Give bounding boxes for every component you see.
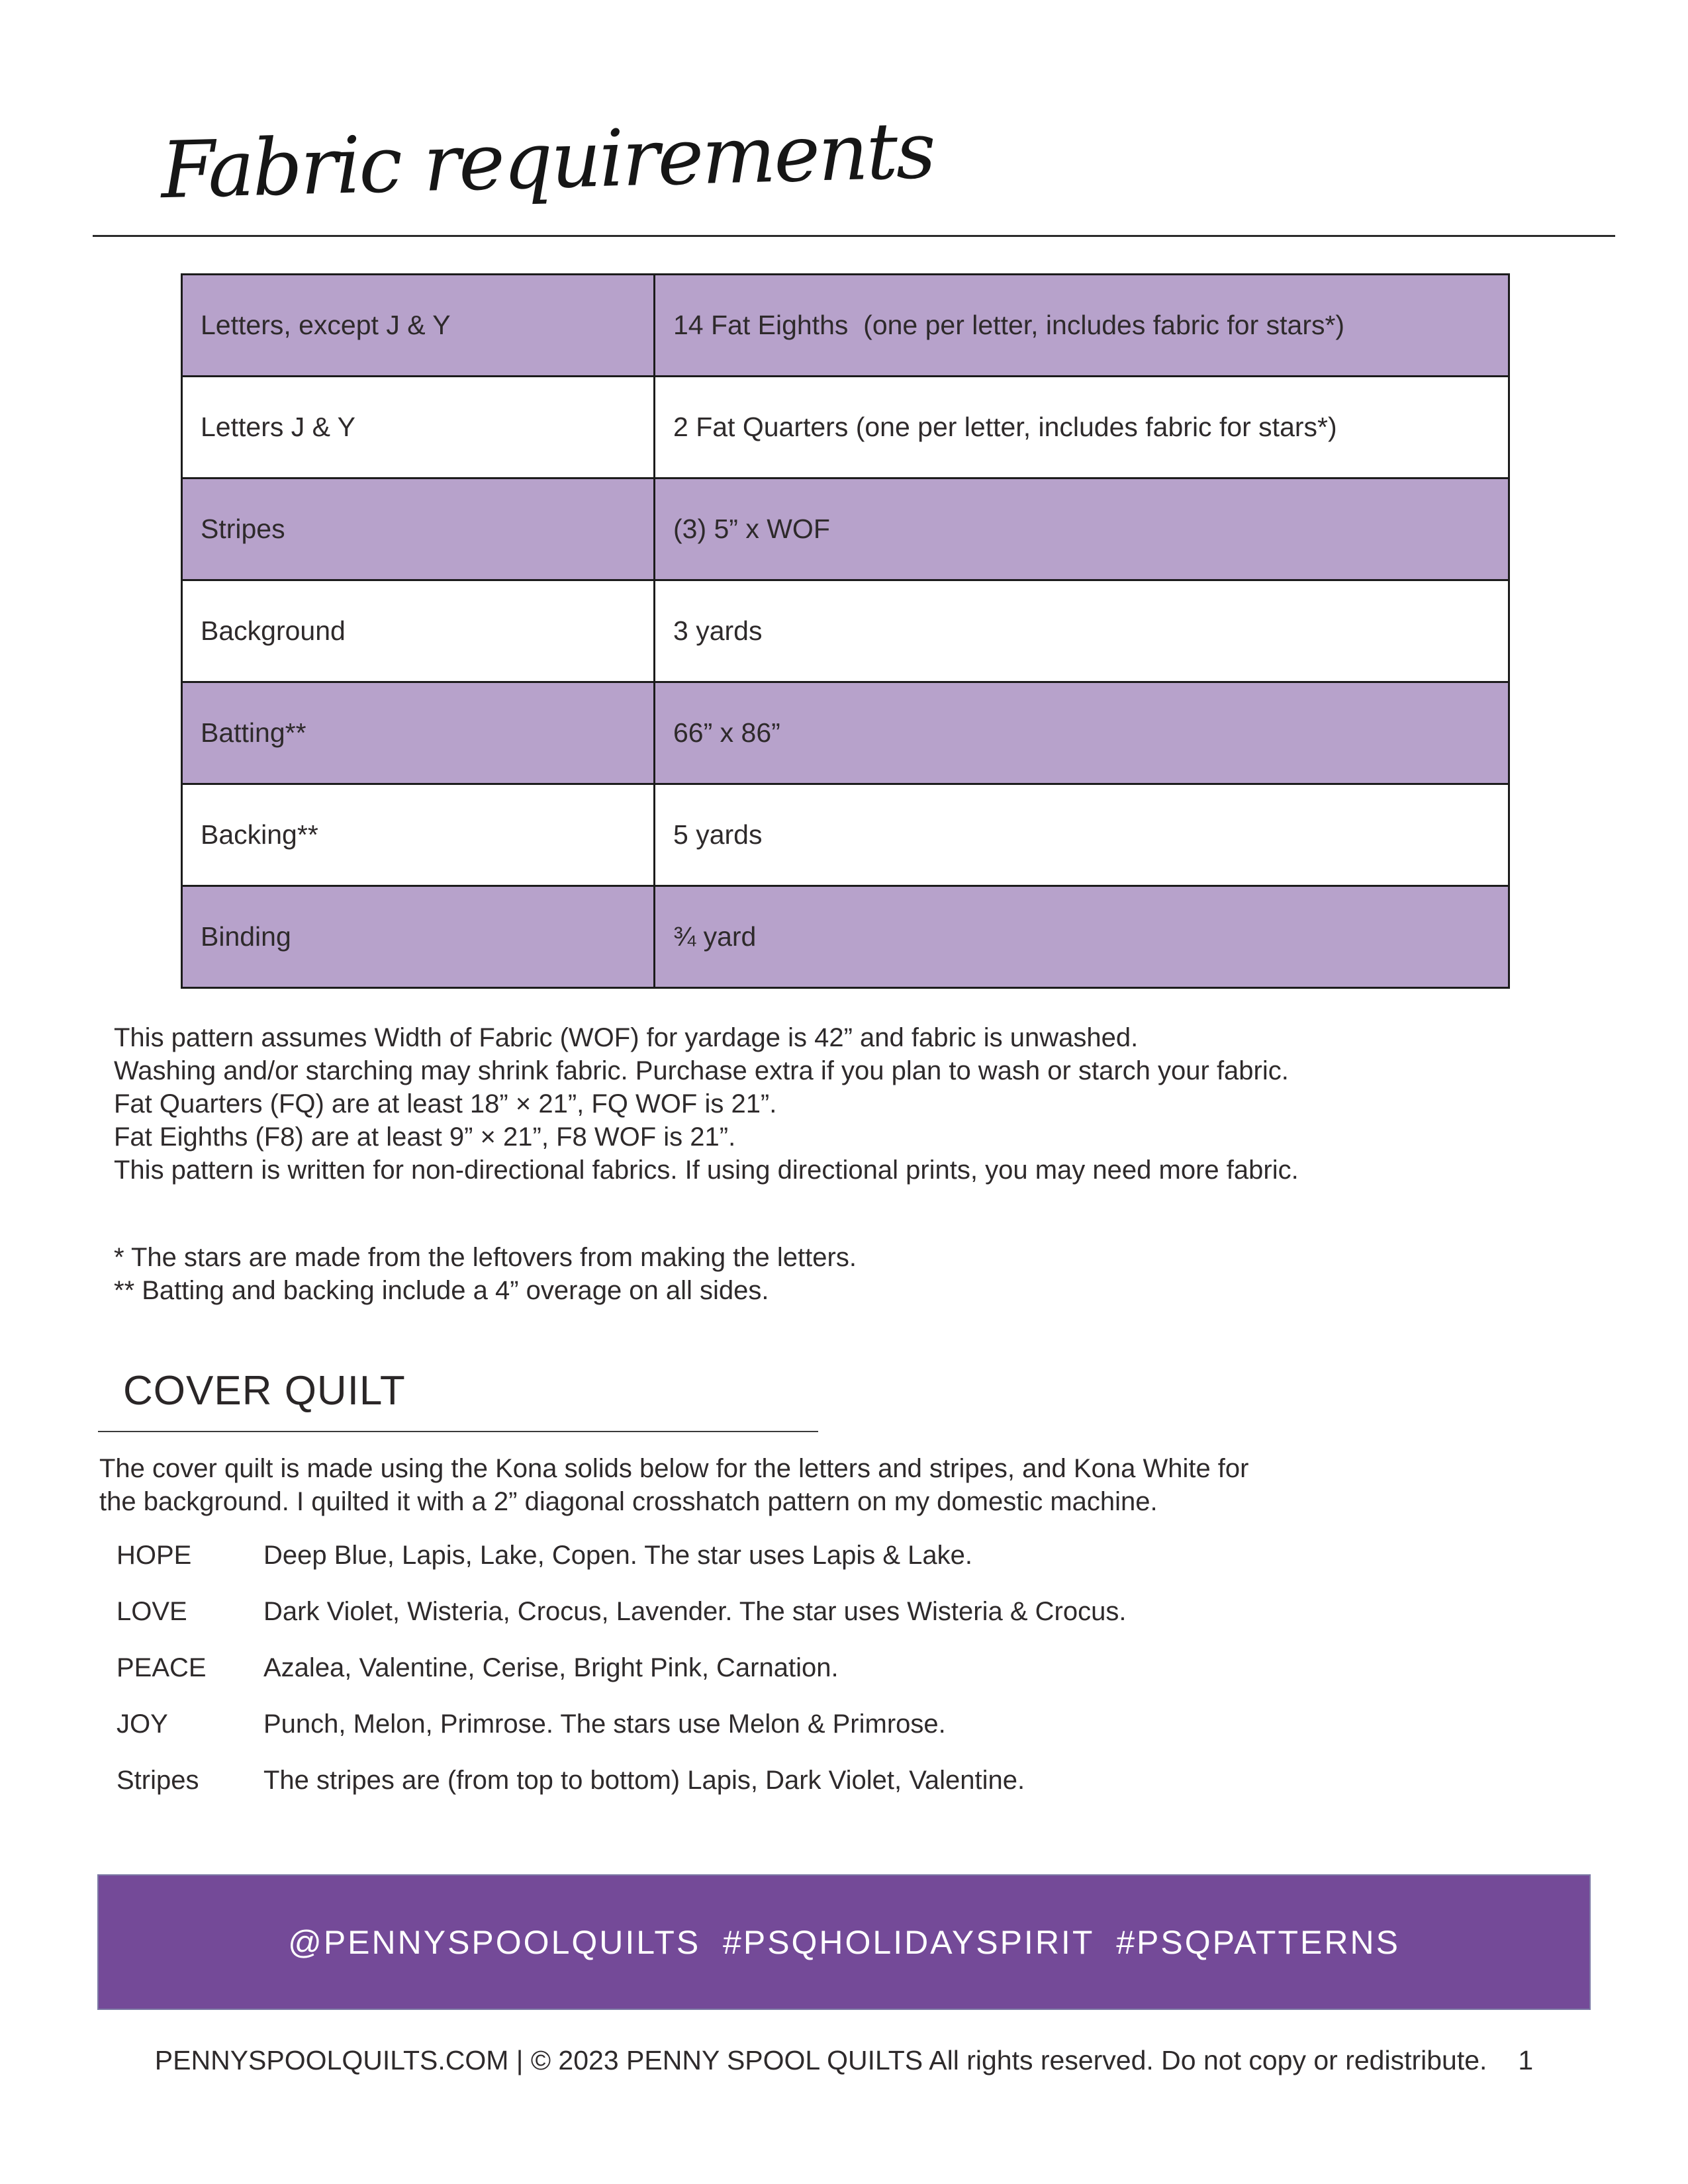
color-list-row bbox=[117, 1764, 1126, 1797]
color-description: Dark Violet, Wisteria, Crocus, Lavender. The star uses Wisteria & Crocus. bbox=[263, 1597, 1127, 1626]
cover-quilt-color-list bbox=[117, 1539, 1126, 1820]
table-row bbox=[182, 377, 1509, 478]
table-row bbox=[182, 886, 1509, 988]
note-line: Fat Eighths (F8) are at least 9” × 21”, F8 WOF is 21”. bbox=[114, 1122, 736, 1152]
color-term: JOY bbox=[117, 1709, 168, 1739]
fabric-item-cell: Backing** bbox=[182, 784, 655, 886]
fabric-item-cell: Letters J & Y bbox=[182, 377, 655, 478]
cover-quilt-divider bbox=[98, 1431, 818, 1432]
fabric-amount-cell: (3) 5” x WOF bbox=[655, 478, 1509, 580]
fabric-item-cell: Batting** bbox=[182, 682, 655, 784]
fabric-amount-cell: 3 yards bbox=[655, 580, 1509, 682]
color-description: Azalea, Valentine, Cerise, Bright Pink, Carnation. bbox=[263, 1653, 839, 1682]
social-media-bar bbox=[97, 1874, 1591, 2010]
fabric-item-cell: Binding bbox=[182, 886, 655, 988]
pattern-notes bbox=[114, 1021, 1299, 1187]
note-line: This pattern is written for non-directional fabrics. If using directional prints, you may need more fabric. bbox=[114, 1156, 1299, 1185]
color-term: LOVE bbox=[117, 1597, 187, 1626]
cover-quilt-intro bbox=[99, 1452, 1248, 1518]
fabric-amount-cell: 2 Fat Quarters (one per letter, includes fabric for stars*) bbox=[655, 377, 1509, 478]
color-list-row bbox=[117, 1539, 1126, 1572]
title-divider bbox=[93, 235, 1615, 237]
table-row bbox=[182, 682, 1509, 784]
color-list-row bbox=[117, 1651, 1126, 1684]
table-row bbox=[182, 784, 1509, 886]
footnotes bbox=[114, 1241, 857, 1307]
fabric-item-cell: Letters, except J & Y bbox=[182, 275, 655, 377]
fabric-amount-cell: 5 yards bbox=[655, 784, 1509, 886]
footnote-line: ** Batting and backing include a 4” overage on all sides. bbox=[114, 1276, 769, 1305]
color-description: The stripes are (from top to bottom) Lapis, Dark Violet, Valentine. bbox=[263, 1766, 1025, 1795]
color-term: Stripes bbox=[117, 1766, 199, 1795]
fabric-amount-cell: 14 Fat Eighths (one per letter, includes fabric for stars*) bbox=[655, 275, 1509, 377]
table-row bbox=[182, 580, 1509, 682]
social-handles-text: @PENNYSPOOLQUILTS #PSQHOLIDAYSPIRIT #PSQPATTERNS bbox=[288, 1923, 1400, 1961]
note-line: Washing and/or starching may shrink fabric. Purchase extra if you plan to wash or starch your fabric. bbox=[114, 1056, 1289, 1085]
color-description: Punch, Melon, Primrose. The stars use Melon & Primrose. bbox=[263, 1709, 946, 1739]
color-description: Deep Blue, Lapis, Lake, Copen. The star uses Lapis & Lake. bbox=[263, 1541, 973, 1570]
color-list-row bbox=[117, 1707, 1126, 1741]
fabric-item-cell: Background bbox=[182, 580, 655, 682]
table-row bbox=[182, 275, 1509, 377]
fabric-item-cell: Stripes bbox=[182, 478, 655, 580]
table-row bbox=[182, 478, 1509, 580]
color-list-row bbox=[117, 1595, 1126, 1628]
intro-line: the background. I quilted it with a 2” diagonal crosshatch pattern on my domestic machine. bbox=[99, 1487, 1158, 1516]
cover-quilt-heading: COVER QUILT bbox=[123, 1368, 406, 1414]
page-title: Fabric requirements bbox=[160, 104, 935, 216]
copyright-bar bbox=[0, 2045, 1688, 2076]
note-line: This pattern assumes Width of Fabric (WOF) for yardage is 42” and fabric is unwashed. bbox=[114, 1023, 1139, 1052]
fabric-amount-cell: ¾ yard bbox=[655, 886, 1509, 988]
footnote-line: * The stars are made from the leftovers from making the letters. bbox=[114, 1243, 857, 1272]
fabric-amount-cell: 66” x 86” bbox=[655, 682, 1509, 784]
note-line: Fat Quarters (FQ) are at least 18” × 21”, FQ WOF is 21”. bbox=[114, 1089, 777, 1118]
fabric-requirements-table bbox=[181, 273, 1510, 989]
intro-line: The cover quilt is made using the Kona solids below for the letters and stripes, and Kona White for bbox=[99, 1454, 1249, 1483]
color-term: HOPE bbox=[117, 1541, 192, 1570]
page-number: 1 bbox=[1518, 2045, 1534, 2075]
color-term: PEACE bbox=[117, 1653, 207, 1682]
copyright-text: PENNYSPOOLQUILTS.COM | © 2023 PENNY SPOOL QUILTS All rights reserved. Do not copy or redistribute. bbox=[154, 2045, 1487, 2075]
